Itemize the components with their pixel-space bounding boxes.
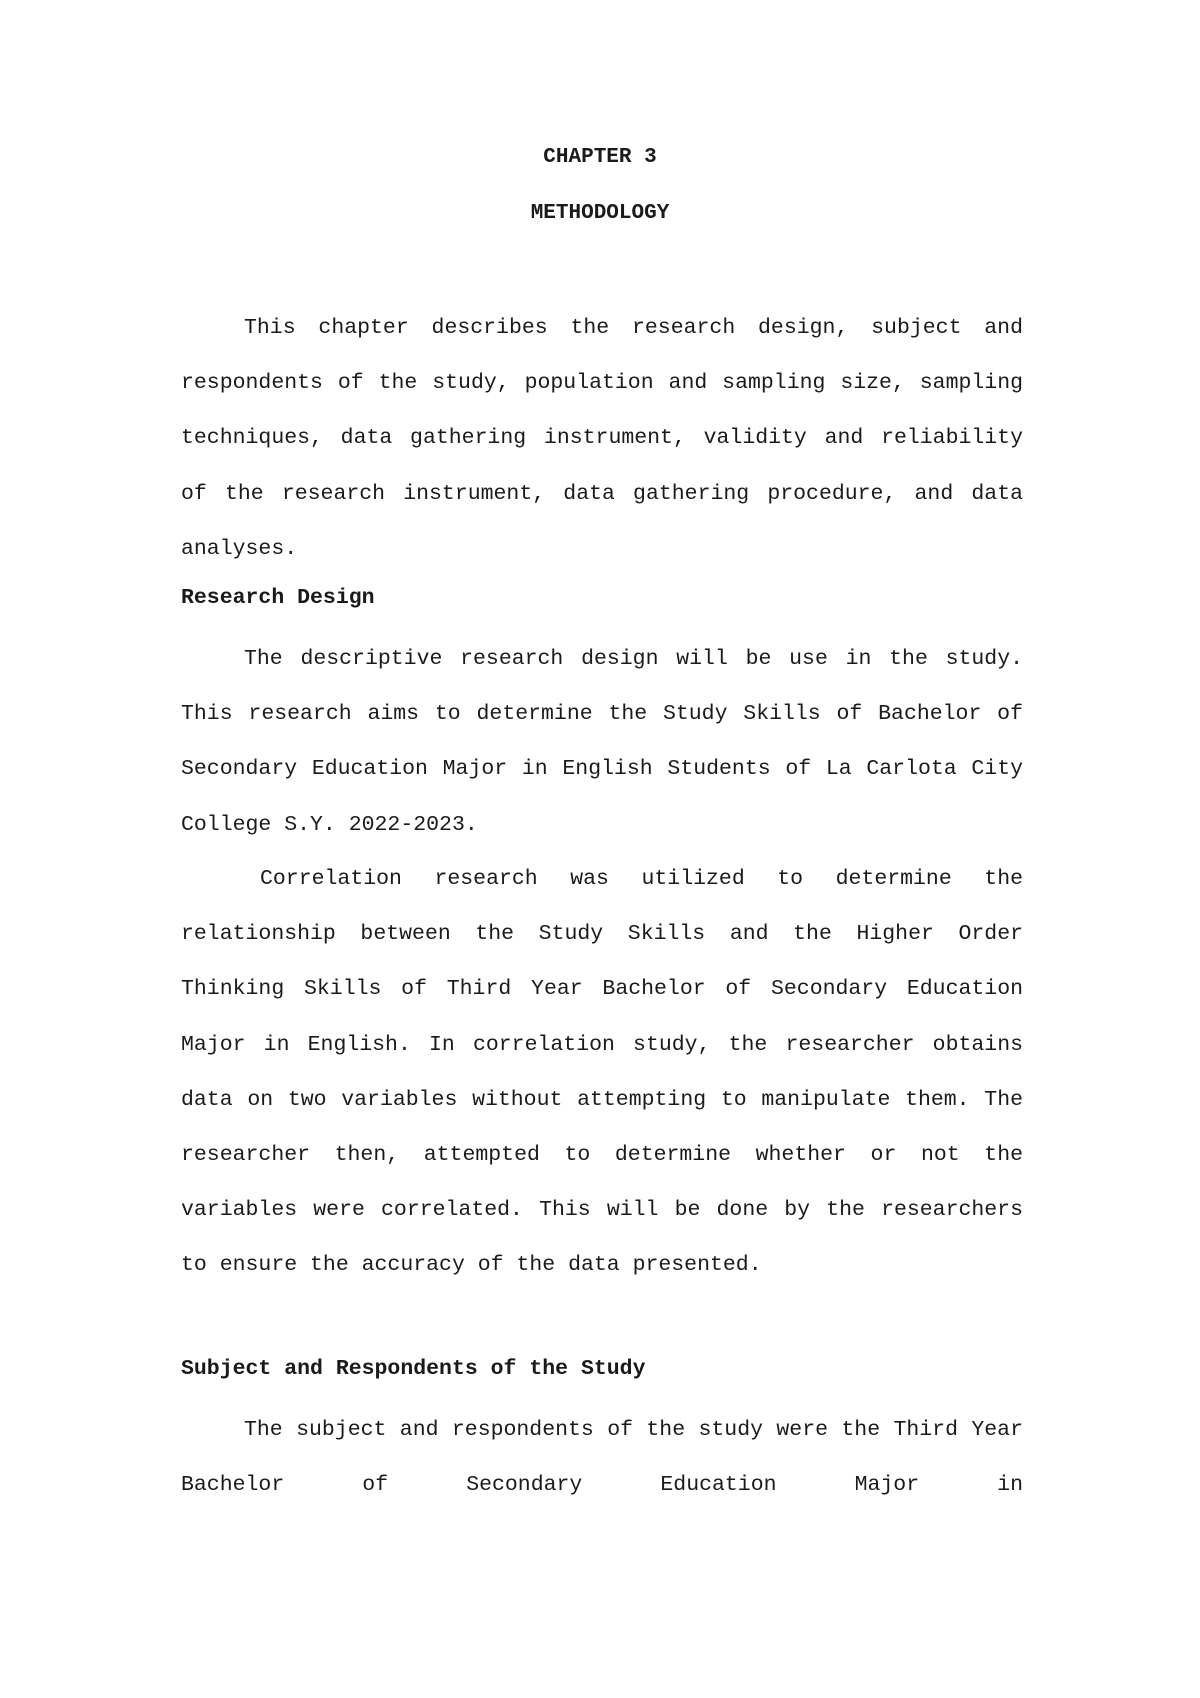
subject-respondents-paragraph-1: The subject and respondents of the study were the Third Year Bachelor of Secondary Education Major in xyxy=(181,1418,1023,1498)
section-heading-research-design: Research Design xyxy=(181,586,375,610)
chapter-title: METHODOLOGY xyxy=(530,202,670,225)
section-heading-subject-respondents: Subject and Respondents of the Study xyxy=(181,1357,646,1381)
research-design-paragraph-2: Correlation research was utilized to determine the relationship between the Study Skills and the Higher Order Thinking Skills of Third Year Bachelor of Secondary Education Major in English. In correlation study, the researcher obtains data on two variables without attempting to manipulate them. The researcher then, attempted to determine whether or not the variables were correlated. This will be done by the researchers to ensure the accuracy of the data presented. xyxy=(181,867,1023,1278)
chapter-label: CHAPTER 3 xyxy=(543,146,657,169)
research-design-paragraph-1: The descriptive research design will be use in the study. This research aims to determine the Study Skills of Bachelor of Secondary Education Major in English Students of La Carlota City College S.Y. 2022-2023. xyxy=(181,647,1023,837)
intro-paragraph: This chapter describes the research design, subject and respondents of the study, population and sampling size, sampling techniques, data gathering instrument, validity and reliability of the research instrument, data gathering procedure, and data analyses. xyxy=(181,316,1023,561)
